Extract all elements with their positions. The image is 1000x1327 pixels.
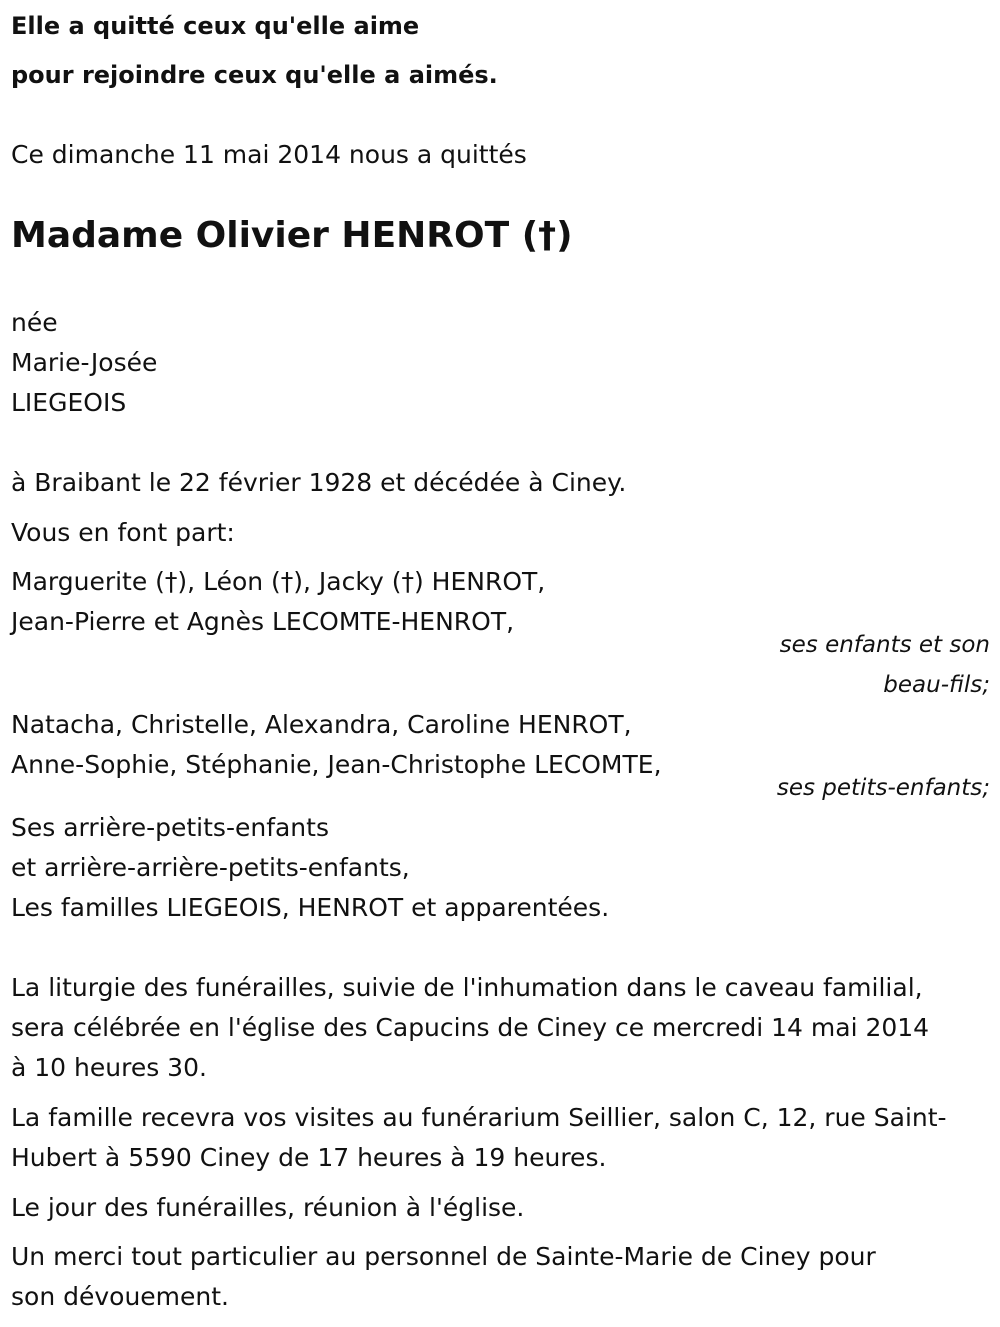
children-role-line-2: beau-fils; bbox=[883, 672, 990, 698]
funeral-line-2: sera célébrée en l'église des Capucins de Ciney ce mercredi 14 mai 2014 bbox=[11, 1013, 930, 1042]
visits-line-2: Hubert à 5590 Ciney de 17 heures à 19 heures. bbox=[11, 1143, 607, 1172]
first-name: Marie-Josée bbox=[11, 348, 158, 377]
maiden-name: LIEGEOIS bbox=[11, 388, 127, 417]
children-role-line-1: ses enfants et son bbox=[779, 632, 990, 658]
epitaph-line-2: pour rejoindre ceux qu'elle a aimés. bbox=[11, 61, 498, 89]
children-line-2: Jean-Pierre et Agnès LECOMTE-HENROT, bbox=[11, 607, 515, 636]
birth-place-dates: à Braibant le 22 février 1928 et décédée à Ciney. bbox=[11, 468, 627, 497]
others-line-2: et arrière-arrière-petits-enfants, bbox=[11, 853, 410, 882]
thanks-line-2: son dévouement. bbox=[11, 1282, 230, 1311]
epitaph-line-1: Elle a quitté ceux qu'elle aime bbox=[11, 12, 420, 40]
grandchildren-line-1: Natacha, Christelle, Alexandra, Caroline HENROT, bbox=[11, 710, 632, 739]
thanks-line-1: Un merci tout particulier au personnel de Sainte-Marie de Ciney pour bbox=[11, 1242, 876, 1271]
family-intro: Vous en font part: bbox=[11, 518, 235, 547]
others-line-1: Ses arrière-petits-enfants bbox=[11, 813, 329, 842]
deceased-name: Madame Olivier HENROT (†) bbox=[11, 215, 573, 256]
others-line-3: Les familles LIEGEOIS, HENROT et apparentées. bbox=[11, 893, 610, 922]
grandchildren-role: ses petits-enfants; bbox=[776, 775, 990, 801]
meeting-note: Le jour des funérailles, réunion à l'église. bbox=[11, 1193, 525, 1222]
funeral-line-3: à 10 heures 30. bbox=[11, 1053, 207, 1082]
visits-line-1: La famille recevra vos visites au funérarium Seillier, salon C, 12, rue Saint- bbox=[11, 1103, 947, 1132]
announcement: Ce dimanche 11 mai 2014 nous a quittés bbox=[11, 140, 527, 169]
funeral-line-1: La liturgie des funérailles, suivie de l'inhumation dans le caveau familial, bbox=[11, 973, 923, 1002]
nee-label: née bbox=[11, 308, 58, 337]
grandchildren-line-2: Anne-Sophie, Stéphanie, Jean-Christophe LECOMTE, bbox=[11, 750, 662, 779]
children-line-1: Marguerite (†), Léon (†), Jacky (†) HENROT, bbox=[11, 567, 546, 596]
